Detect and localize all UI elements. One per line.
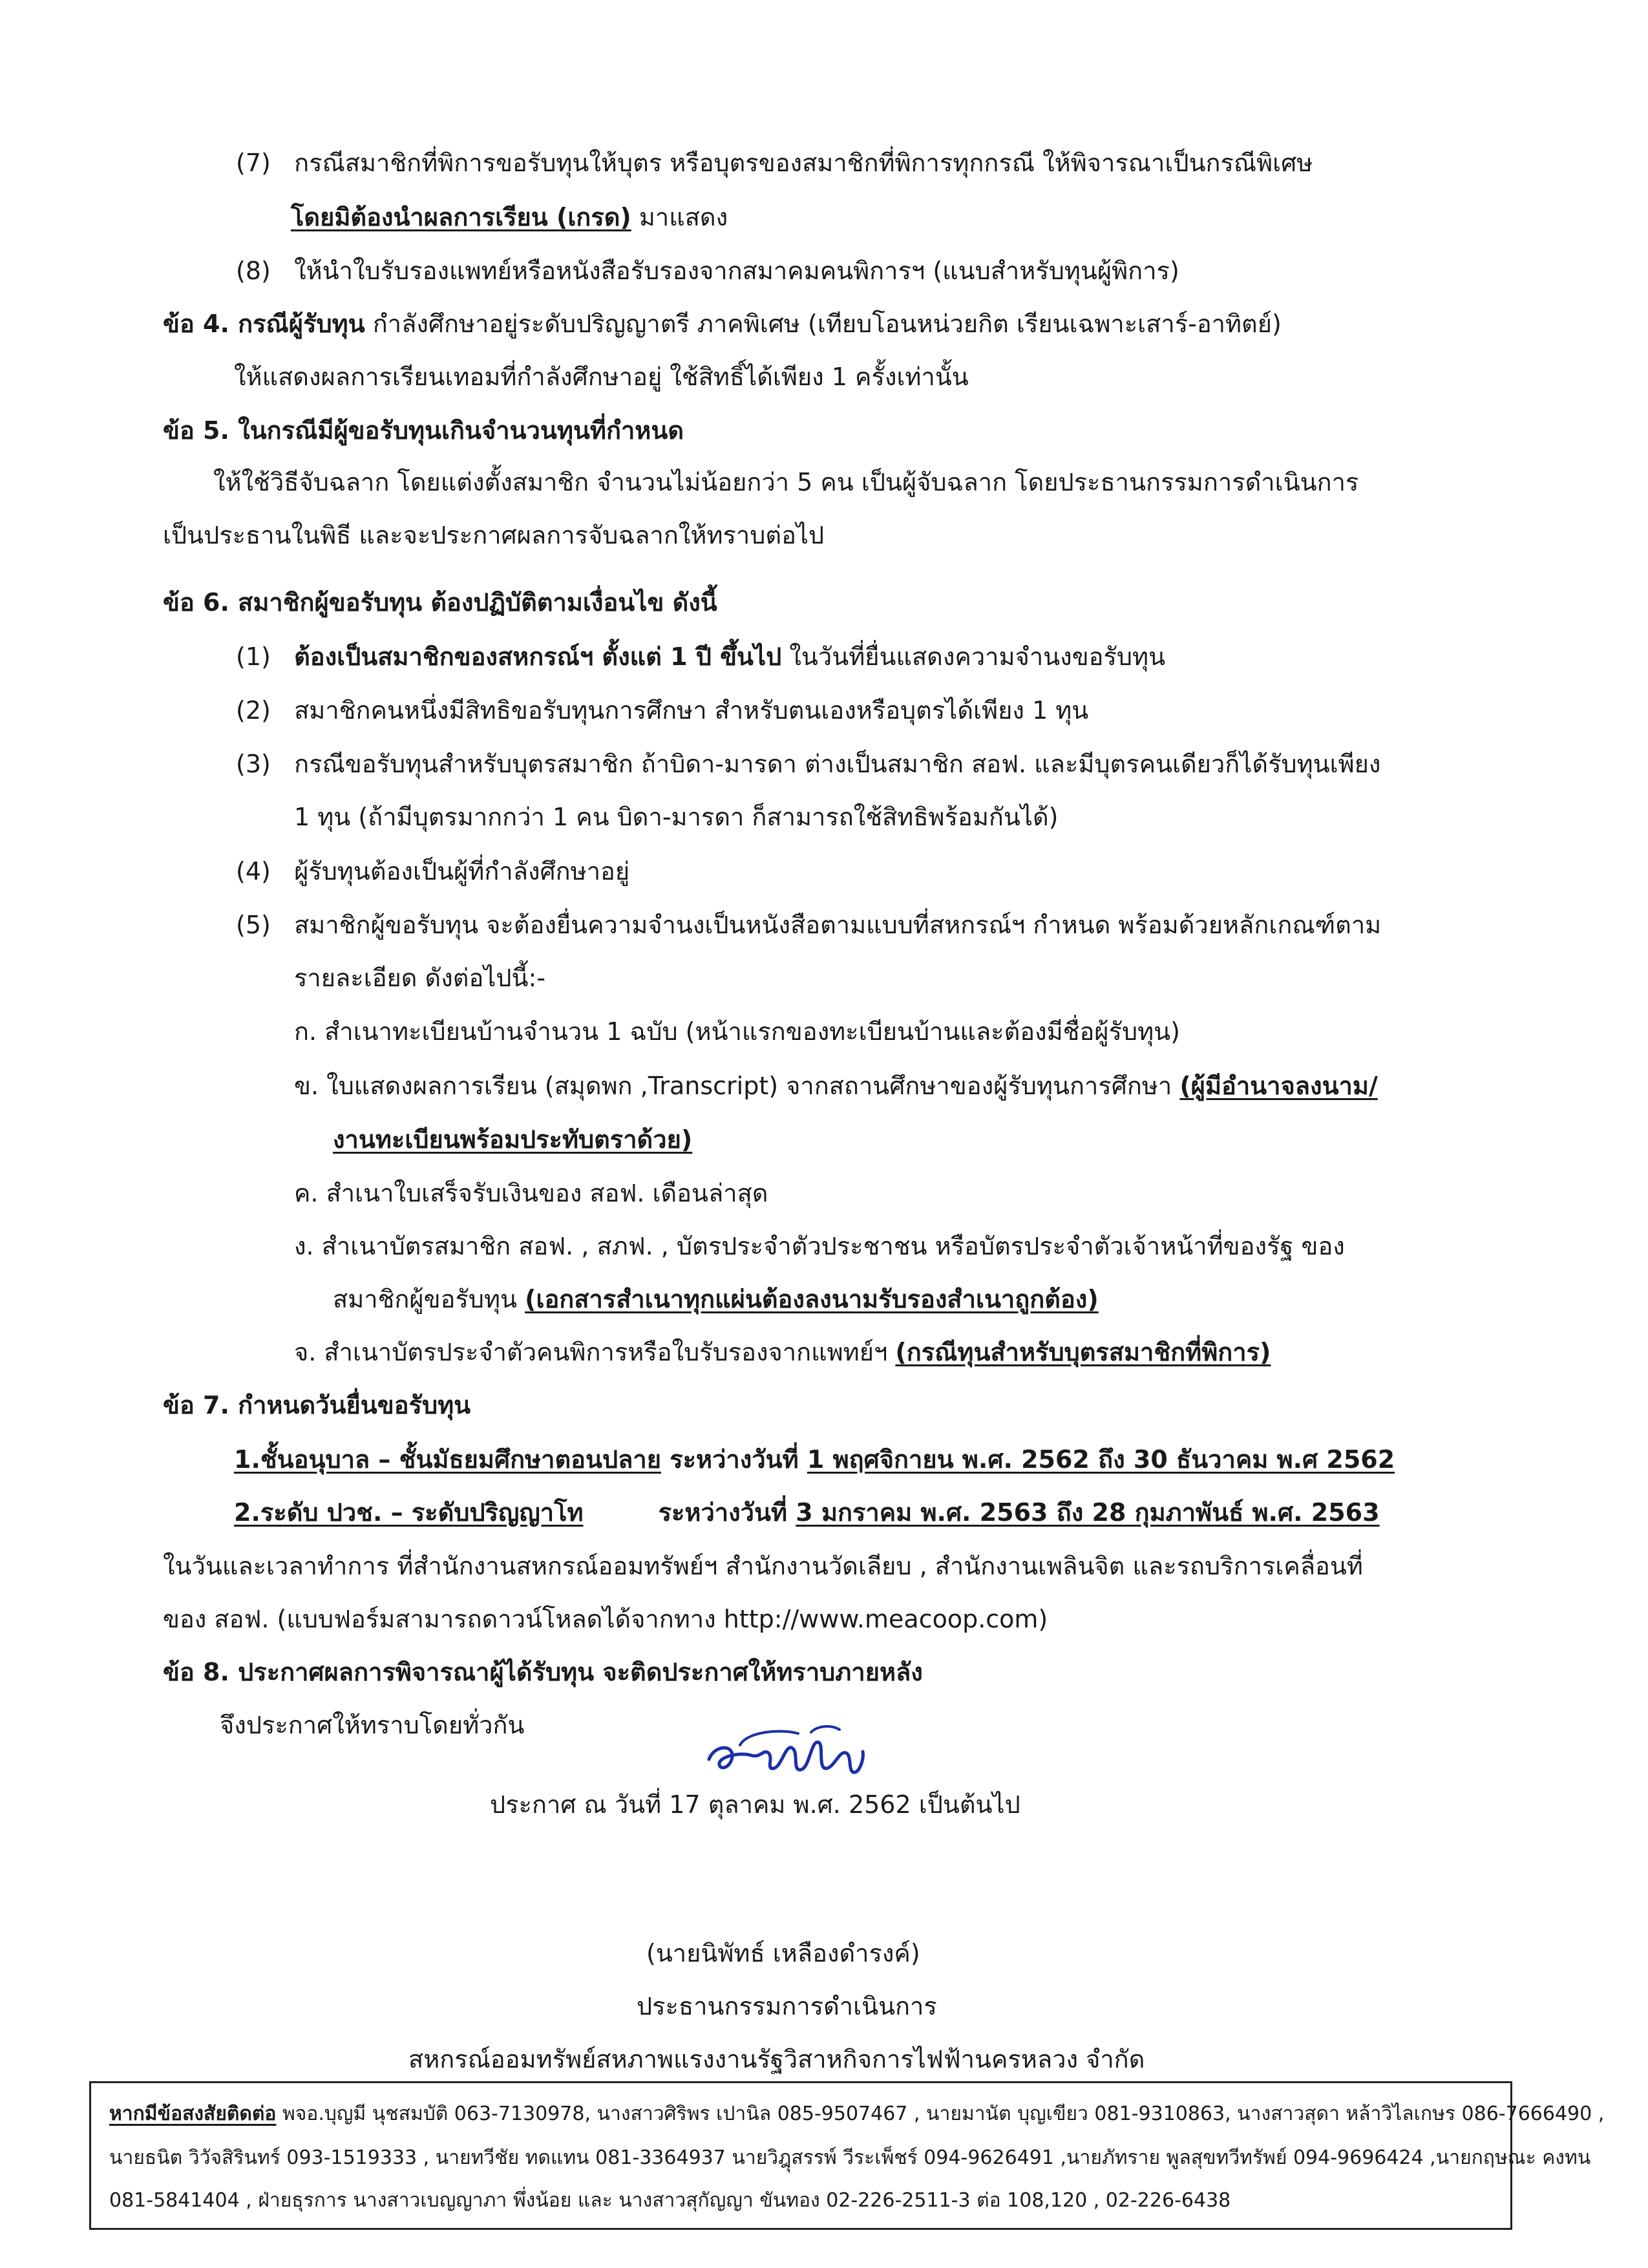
emphasis-text: (กรณีทุนสำหรับบุตรสมาชิกที่พิการ) <box>895 1338 1271 1366</box>
clause-5-heading: ข้อ 5. ในกรณีมีผู้ขอรับทุนเกินจำนวนทุนที่กำหนด <box>163 416 684 445</box>
item-text: ในวันที่ยื่นแสดงความจำนงขอรับทุน <box>781 642 1166 671</box>
clause-4 <box>163 307 1282 341</box>
item-number: (8) <box>236 257 271 285</box>
signature-image <box>701 1719 869 1790</box>
clause-text: ให้แสดงผลการเรียนเทอมที่กำลังศึกษาอยู่ ใช้สิทธิ์ได้เพียง 1 ครั้งเท่านั้น <box>234 363 969 391</box>
emphasis-text: (เอกสารสำเนาทุกแผ่นต้องลงนามรับรองสำเนาถูกต้อง) <box>525 1285 1099 1313</box>
doc-item-ngo: ง. สำเนาบัตรสมาชิก สอฟ. , สภฟ. , บัตรประจำตัวประชาชน หรือบัตรประจำตัวเจ้าหน้าที่ของรัฐ ของ <box>294 1232 1345 1260</box>
clause-text: กำลังศึกษาอยู่ระดับปริญญาตรี ภาคพิเศษ (เทียบโอนหน่วยกิต เรียนเฉพาะเสาร์-อาทิตย์) <box>364 310 1282 338</box>
schedule-row-2 <box>234 1496 1380 1529</box>
announcement-date: ประกาศ ณ วันที่ 17 ตุลาคม พ.ศ. 2562 เป็นต้นไป <box>490 1790 1020 1819</box>
schedule-row-1 <box>234 1443 1395 1476</box>
emphasis-text: (ผู้มีอำนาจลงนาม/ <box>1179 1072 1378 1100</box>
item-number: (1) <box>236 642 271 671</box>
doc-item-kho-cont: งานทะเบียนพร้อมประทับตราด้วย) <box>333 1125 693 1154</box>
emphasis-text: โดยมิต้องนำผลการเรียน (เกรด) <box>291 203 631 231</box>
contact-line-2: นายธนิต วิวัจสิรินทร์ 093-1519333 , นายทวีชัย ทดแทน 081-3364937 นายวิฎุสรรพ์ วีระเพ็ชร์ 094-9626491 ,นายภัทราย พูลสุขทวีทรัพย์ 094-9696424 ,นายกฤษณะ คงทน <box>109 2146 1591 2169</box>
doc-item-cho <box>294 1335 1271 1369</box>
item-8 <box>236 254 1179 288</box>
item-text: ให้นำใบรับรองแพทย์หรือหนังสือรับรองจากสมาคมคนพิการฯ (แนบสำหรับทุนผู้พิการ) <box>294 257 1179 285</box>
submission-place-cont: ของ สอฟ. (แบบฟอร์มสามารถดาวน์โหลดได้จากทาง http://www.meacoop.com) <box>163 1605 1048 1633</box>
level-range: 1.ชั้นอนุบาล – ชั้นมัธยมศึกษาตอนปลาย <box>234 1445 661 1474</box>
clause-6-heading: ข้อ 6. สมาชิกผู้ขอรับทุน ต้องปฏิบัติตามเงื่อนไข ดังนี้ <box>163 588 717 617</box>
signatory-title: ประธานกรรมการดำเนินการ <box>637 1992 937 2020</box>
item-text: สมาชิกผู้ขอรับทุน <box>333 1285 525 1313</box>
emphasis-text: ต้องเป็นสมาชิกของสหกรณ์ฯ ตั้งแต่ 1 ปี ขึ้นไป <box>294 642 782 671</box>
item-number: (7) <box>236 149 271 177</box>
closing-note: จึงประกาศให้ทราบโดยทั่วกัน <box>220 1711 525 1739</box>
clause-5-text-cont: เป็นประธานในพิธี และจะประกาศผลการจับฉลากให้ทราบต่อไป <box>163 521 825 549</box>
item-number: (2) <box>236 696 271 725</box>
clause-7-heading: ข้อ 7. กำหนดวันยื่นขอรับทุน <box>163 1391 471 1419</box>
clause-8-heading: ข้อ 8. ประกาศผลการพิจารณาผู้ได้รับทุน จะติดประกาศให้ทราบภายหลัง <box>163 1658 923 1686</box>
item-number: (3) <box>236 750 271 778</box>
doc-item-ngo-cont <box>333 1282 1099 1316</box>
item-7 <box>236 146 1313 180</box>
contact-box <box>89 2081 1605 2230</box>
clause-5-text: ให้ใช้วิธีจับฉลาก โดยแต่งตั้งสมาชิก จำนวนไม่น้อยกว่า 5 คน เป็นผู้จับฉลาก โดยประธานกรรมการดำเนินการ <box>213 468 1359 496</box>
signatory-name: (นายนิพัทธ์ เหลืองดำรงค์) <box>646 1939 920 1967</box>
doc-item-kho <box>294 1069 1378 1103</box>
clause-6-item-5-cont: รายละเอียด ดังต่อไปนี้:- <box>294 964 545 992</box>
item-text: กรณีขอรับทุนสำหรับบุตรสมาชิก ถ้าบิดา-มารดา ต่างเป็นสมาชิก สอฟ. และมีบุตรคนเดียวก็ได้รับทุนเพียง <box>294 750 1381 778</box>
contact-label: หากมีข้อสงสัยติดต่อ <box>109 2103 277 2125</box>
contact-line-1 <box>109 2101 1604 2127</box>
clause-6-item-3-cont: 1 ทุน (ถ้ามีบุตรมากกว่า 1 คน บิดา-มารดา ก็สามารถใช้สิทธิพร้อมกันได้) <box>294 803 1059 831</box>
clause-6-item-1 <box>236 640 1165 673</box>
submission-place: ในวันและเวลาทำการ ที่สำนักงานสหกรณ์ออมทรัพย์ฯ สำนักงานวัดเลียบ , สำนักงานเพลินจิต และรถบริการเคลื่อนที่ <box>163 1552 1363 1580</box>
level-range: 2.ระดับ ปวช. – ระดับปริญญาโท <box>234 1498 584 1527</box>
item-7-cont <box>291 200 728 234</box>
contact-line-3: 081-5841404 , ฝ่ายธุรการ นางสาวเบญญาภา พึ่งน้อย และ นางสาวสุกัญญา ขันทอง 02-226-2511-3 ต่อ 108,120 , 02-226-6438 <box>109 2189 1231 2212</box>
item-text: ผู้รับทุนต้องเป็นผู้ที่กำลังศึกษาอยู่ <box>294 857 630 885</box>
item-number: (5) <box>236 911 271 939</box>
clause-6-item-3 <box>236 747 1381 781</box>
item-text: มาแสดง <box>631 203 728 231</box>
item-text: กรณีสมาชิกที่พิการขอรับทุนให้บุตร หรือบุตรของสมาชิกที่พิการทุกกรณี ให้พิจารณาเป็นกรณีพิเศษ <box>294 149 1313 177</box>
clause-6-item-2 <box>236 694 1088 727</box>
clause-heading: ข้อ 4. กรณีผู้รับทุน <box>163 310 365 338</box>
period-label: ระหว่างวันที่ <box>658 1498 796 1527</box>
clause-6-item-5 <box>236 908 1381 942</box>
item-number: (4) <box>236 857 271 885</box>
item-text: สมาชิกคนหนึ่งมีสิทธิขอรับทุนการศึกษา สำหรับตนเองหรือบุตรได้เพียง 1 ทุน <box>294 696 1089 725</box>
clause-4-cont <box>234 360 969 394</box>
item-text: สมาชิกผู้ขอรับทุน จะต้องยื่นความจำนงเป็นหนังสือตามแบบที่สหกรณ์ฯ กำหนด พร้อมด้วยหลักเกณฑ์ตาม <box>294 911 1382 939</box>
doc-item-kho-khwai: ค. สำเนาใบเสร็จรับเงินของ สอฟ. เดือนล่าสุด <box>294 1179 768 1207</box>
doc-item-ko: ก. สำเนาทะเบียนบ้านจำนวน 1 ฉบับ (หน้าแรกของทะเบียนบ้านและต้องมีชื่อผู้รับทุน) <box>294 1017 1180 1046</box>
date-range: 3 มกราคม พ.ศ. 2563 ถึง 28 กุมภาพันธ์ พ.ศ. 2563 <box>796 1498 1380 1527</box>
date-range: 1 พฤศจิกายน พ.ศ. 2562 ถึง 30 ธันวาคม พ.ศ 2562 <box>807 1445 1395 1474</box>
item-text: ข. ใบแสดงผลการเรียน (สมุดพก ,Transcript) จากสถานศึกษาของผู้รับทุนการศึกษา <box>294 1072 1180 1100</box>
item-text: จ. สำเนาบัตรประจำตัวคนพิการหรือใบรับรองจากแพทย์ฯ <box>294 1338 896 1366</box>
contact-text: พจอ.บุญมี นุชสมบัติ 063-7130978, นางสาวศิริพร เปานิล 085-9507467 , นายมานัต บุญเขียว 081-9310863, นางสาวสุดา หล้าวิไลเกษร 086-7666490 , <box>276 2103 1605 2125</box>
period-label: ระหว่างวันที่ <box>660 1445 807 1474</box>
organization-name: สหกรณ์ออมทรัพย์สหภาพแรงงานรัฐวิสาหกิจการไฟฟ้านครหลวง จำกัด <box>408 2045 1145 2073</box>
clause-6-item-4 <box>236 854 629 888</box>
